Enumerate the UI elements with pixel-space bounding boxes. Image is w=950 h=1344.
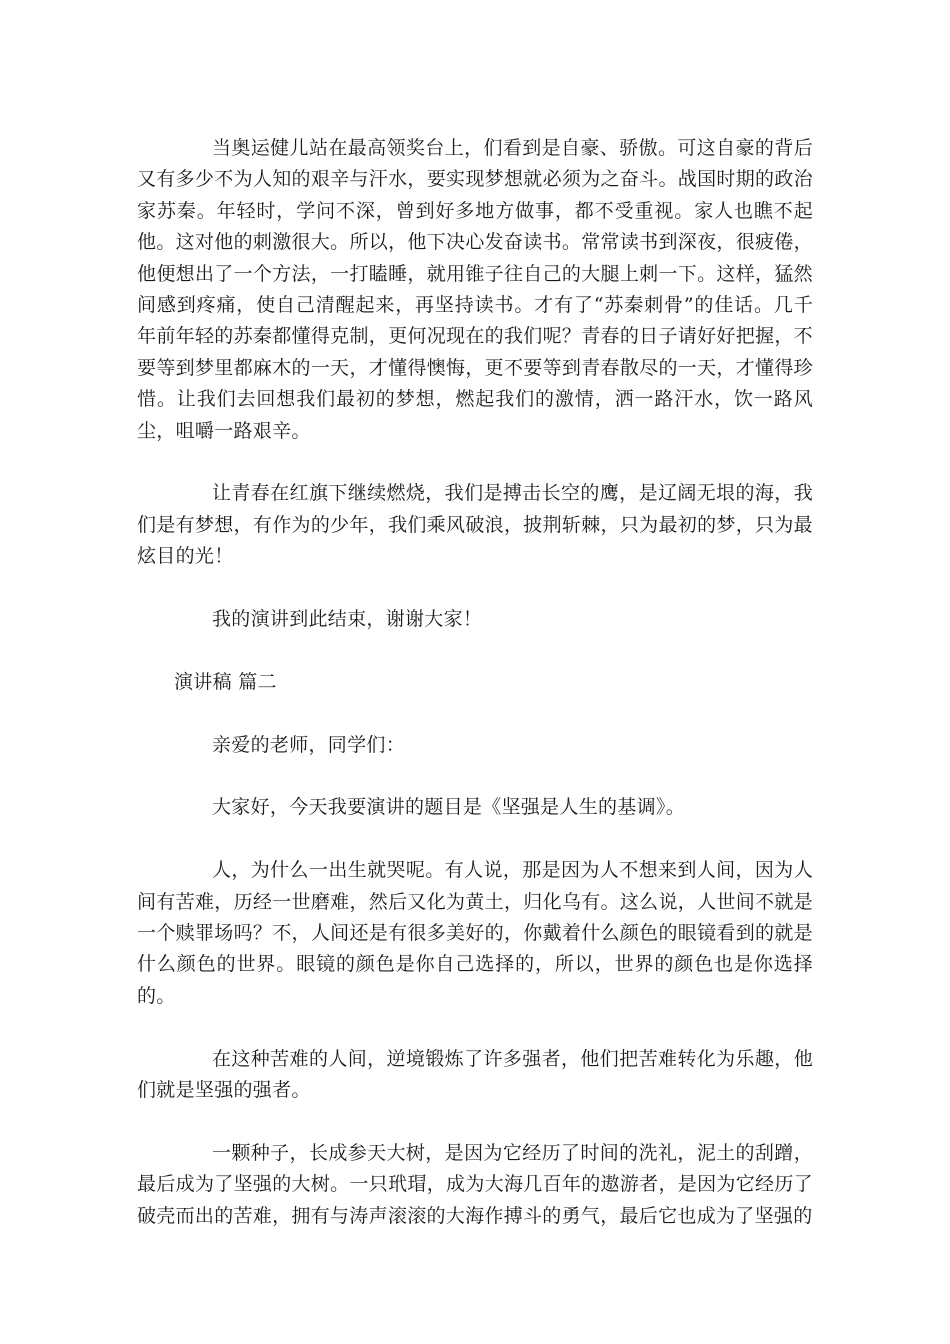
document-body: [137, 133, 813, 1232]
paragraph-why-cry-at-birth: 人，为什么一出生就哭呢。有人说，那是因为人不想来到人间，因为人间有苦难，历经一世磨难，然后又化为黄土，归化乌有。这么说，人世间不就是一个赎罪场吗？不，人间还是有很多美好的，你戴着什么颜色的眼镜看到的就是什么颜色的世界。眼镜的颜色是你自己选择的，所以，世界的颜色也是你选择的。: [137, 859, 813, 1007]
paragraph-su-qin-story: 当奥运健儿站在最高领奖台上，们看到是自豪、骄傲。可这自豪的背后又有多少不为人知的艰辛与汗水，要实现梦想就必须为之奋斗。战国时期的政治家苏秦。年轻时，学问不深，曾到好多地方做事，都不受重视。家人也瞧不起他。这对他的刺激很大。所以，他下决心发奋读书。常常读书到深夜，很疲倦，他便想出了一个方法，一打瞌睡，就用锥子往自己的大腿上刺一下。这样，猛然间感到疼痛，使自己清醒起来，再坚持读书。才有了“苏秦刺骨”的佳话。几千年前年轻的苏秦都懂得克制，更何况现在的我们呢？青春的日子请好好把握，不要等到梦里都麻木的一天，才懂得懊悔，更不要等到青春散尽的一天，才懂得珍惜。让我们去回想我们最初的梦想，燃起我们的激情，洒一路汗水，饮一路风尘，咀嚼一路艰辛。: [137, 137, 813, 442]
section-heading-part-two: 演讲稿 篇二: [174, 670, 277, 693]
paragraph-speech-topic: 大家好，今天我要演讲的题目是《坚强是人生的基调》。: [212, 796, 686, 819]
paragraph-youth-red-flag: 让青春在红旗下继续燃烧，我们是搏击长空的鹰，是辽阔无垠的海，我们是有梦想，有作为的少年，我们乘风破浪，披荆斩棘，只为最初的梦，只为最炫目的光！: [137, 482, 813, 568]
paragraph-seed-and-hawksbill: 一颗种子，长成参天大树，是因为它经历了时间的洗礼，泥土的刮蹭，最后成为了坚强的大树。一只玳瑁，成为大海几百年的遨游者，是因为它经历了破壳而出的苦难，拥有与涛声滚滚的大海作搏斗的勇气，最后它也成为了坚强的: [137, 1141, 813, 1227]
paragraph-closing-thanks: 我的演讲到此结束，谢谢大家！: [212, 608, 483, 631]
paragraph-adversity-strong: 在这种苦难的人间，逆境锻炼了许多强者，他们把苦难转化为乐趣，他们就是坚强的强者。: [137, 1047, 813, 1102]
paragraph-salutation: 亲爱的老师，同学们：: [212, 733, 406, 756]
